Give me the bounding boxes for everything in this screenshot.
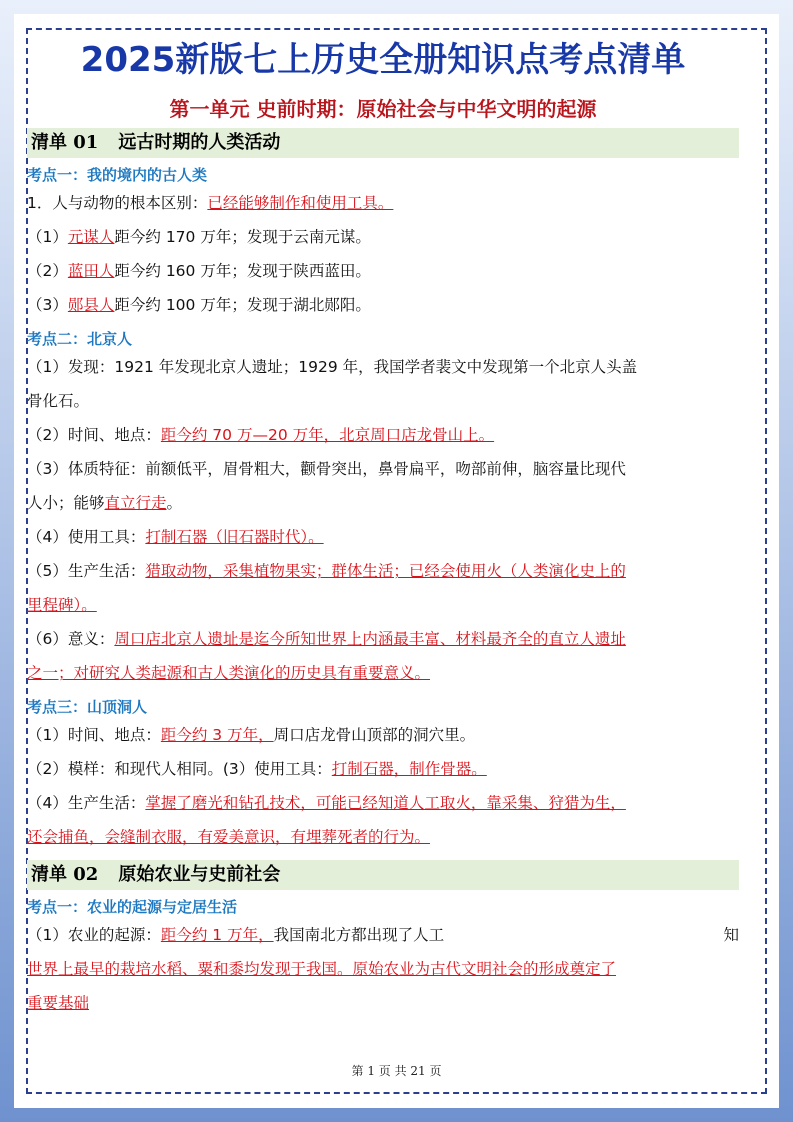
text-line: （2）模样：和现代人相同。(3）使用工具：打制石器，制作骨器。 [27, 760, 487, 778]
text-line: 重要基础 [27, 994, 90, 1012]
list-number: 清单 01 [31, 132, 99, 153]
kp-title: 考点一：我的境内的古人类 [27, 166, 208, 184]
kp-title: 考点一：农业的起源与定居生活 [27, 898, 238, 916]
text-line: （1）发现：1921 年发现北京人遗址；1929 年，我国学者裴文中发现第一个北京人头盖 [27, 358, 638, 376]
kp-title: 考点二：北京人 [27, 330, 133, 348]
text-line: （2）时间、地点：距今约 70 万—20 万年，北京周口店龙骨山上。 [27, 426, 495, 444]
text-line: （6）意义：周口店北京人遗址是迄今所知世界上内涵最丰富、材料最齐全的直立人遗址 [27, 630, 626, 648]
text-line: （1）时间、地点：距今约 3 万年，周口店龙骨山顶部的洞穴里。 [27, 726, 476, 744]
text-line: 人小；能够直立行走。 [27, 494, 183, 512]
text-line: 骨化石。 [27, 392, 90, 410]
text-line: （2）蓝田人距今约 160 万年；发现于陕西蓝田。 [27, 262, 371, 280]
list-number: 清单 02 [31, 864, 99, 885]
text-line: （4）生产生活：掌握了磨光和钻孔技术，可能已经知道人工取火，靠采集、狩猎为生， [27, 794, 626, 812]
text-line: （5）生产生活：猎取动物，采集植物果实；群体生活；已经会使用火（人类演化史上的 [27, 562, 626, 580]
document-title: 2025新版七上历史全册知识点考点清单 [80, 40, 686, 80]
text-line: 之一；对研究人类起源和古人类演化的历史具有重要意义。 [27, 664, 431, 682]
text-line: 里程碑）。 [27, 596, 97, 614]
text-line: （1）农业的起源：距今约 1 万年，我国南北方都出现了人工 知 [27, 926, 739, 944]
list-header-02 [27, 860, 739, 890]
kp-title: 考点三：山顶洞人 [27, 698, 148, 716]
text-line: （3）体质特征：前额低平，眉骨粗大，颧骨突出，鼻骨扁平，吻部前伸，脑容量比现代 [27, 460, 626, 478]
list-header-01 [27, 128, 739, 158]
list-name: 原始农业与史前社会 [118, 864, 281, 885]
text-line: 还会捕鱼，会缝制衣服，有爱美意识，有埋葬死者的行为。 [27, 828, 431, 846]
content [27, 40, 739, 1020]
text-line: 1．人与动物的根本区别：已经能够制作和使用工具。 [27, 194, 394, 212]
list-name: 远古时期的人类活动 [118, 132, 281, 153]
text-line: （1）元谋人距今约 170 万年；发现于云南元谋。 [27, 228, 371, 246]
text-line: （4）使用工具：打制石器（旧石器时代）。 [27, 528, 324, 546]
text-line: （3）郧县人距今约 100 万年；发现于湖北郧阳。 [27, 296, 371, 314]
text-line: 世界上最早的栽培水稻、粟和黍均发现于我国。原始农业为古代文明社会的形成奠定了 [27, 960, 617, 978]
page-footer: 第 1 页 共 21 页 [351, 1064, 442, 1078]
unit-title: 第一单元 史前时期：原始社会与中华文明的起源 [169, 97, 597, 121]
